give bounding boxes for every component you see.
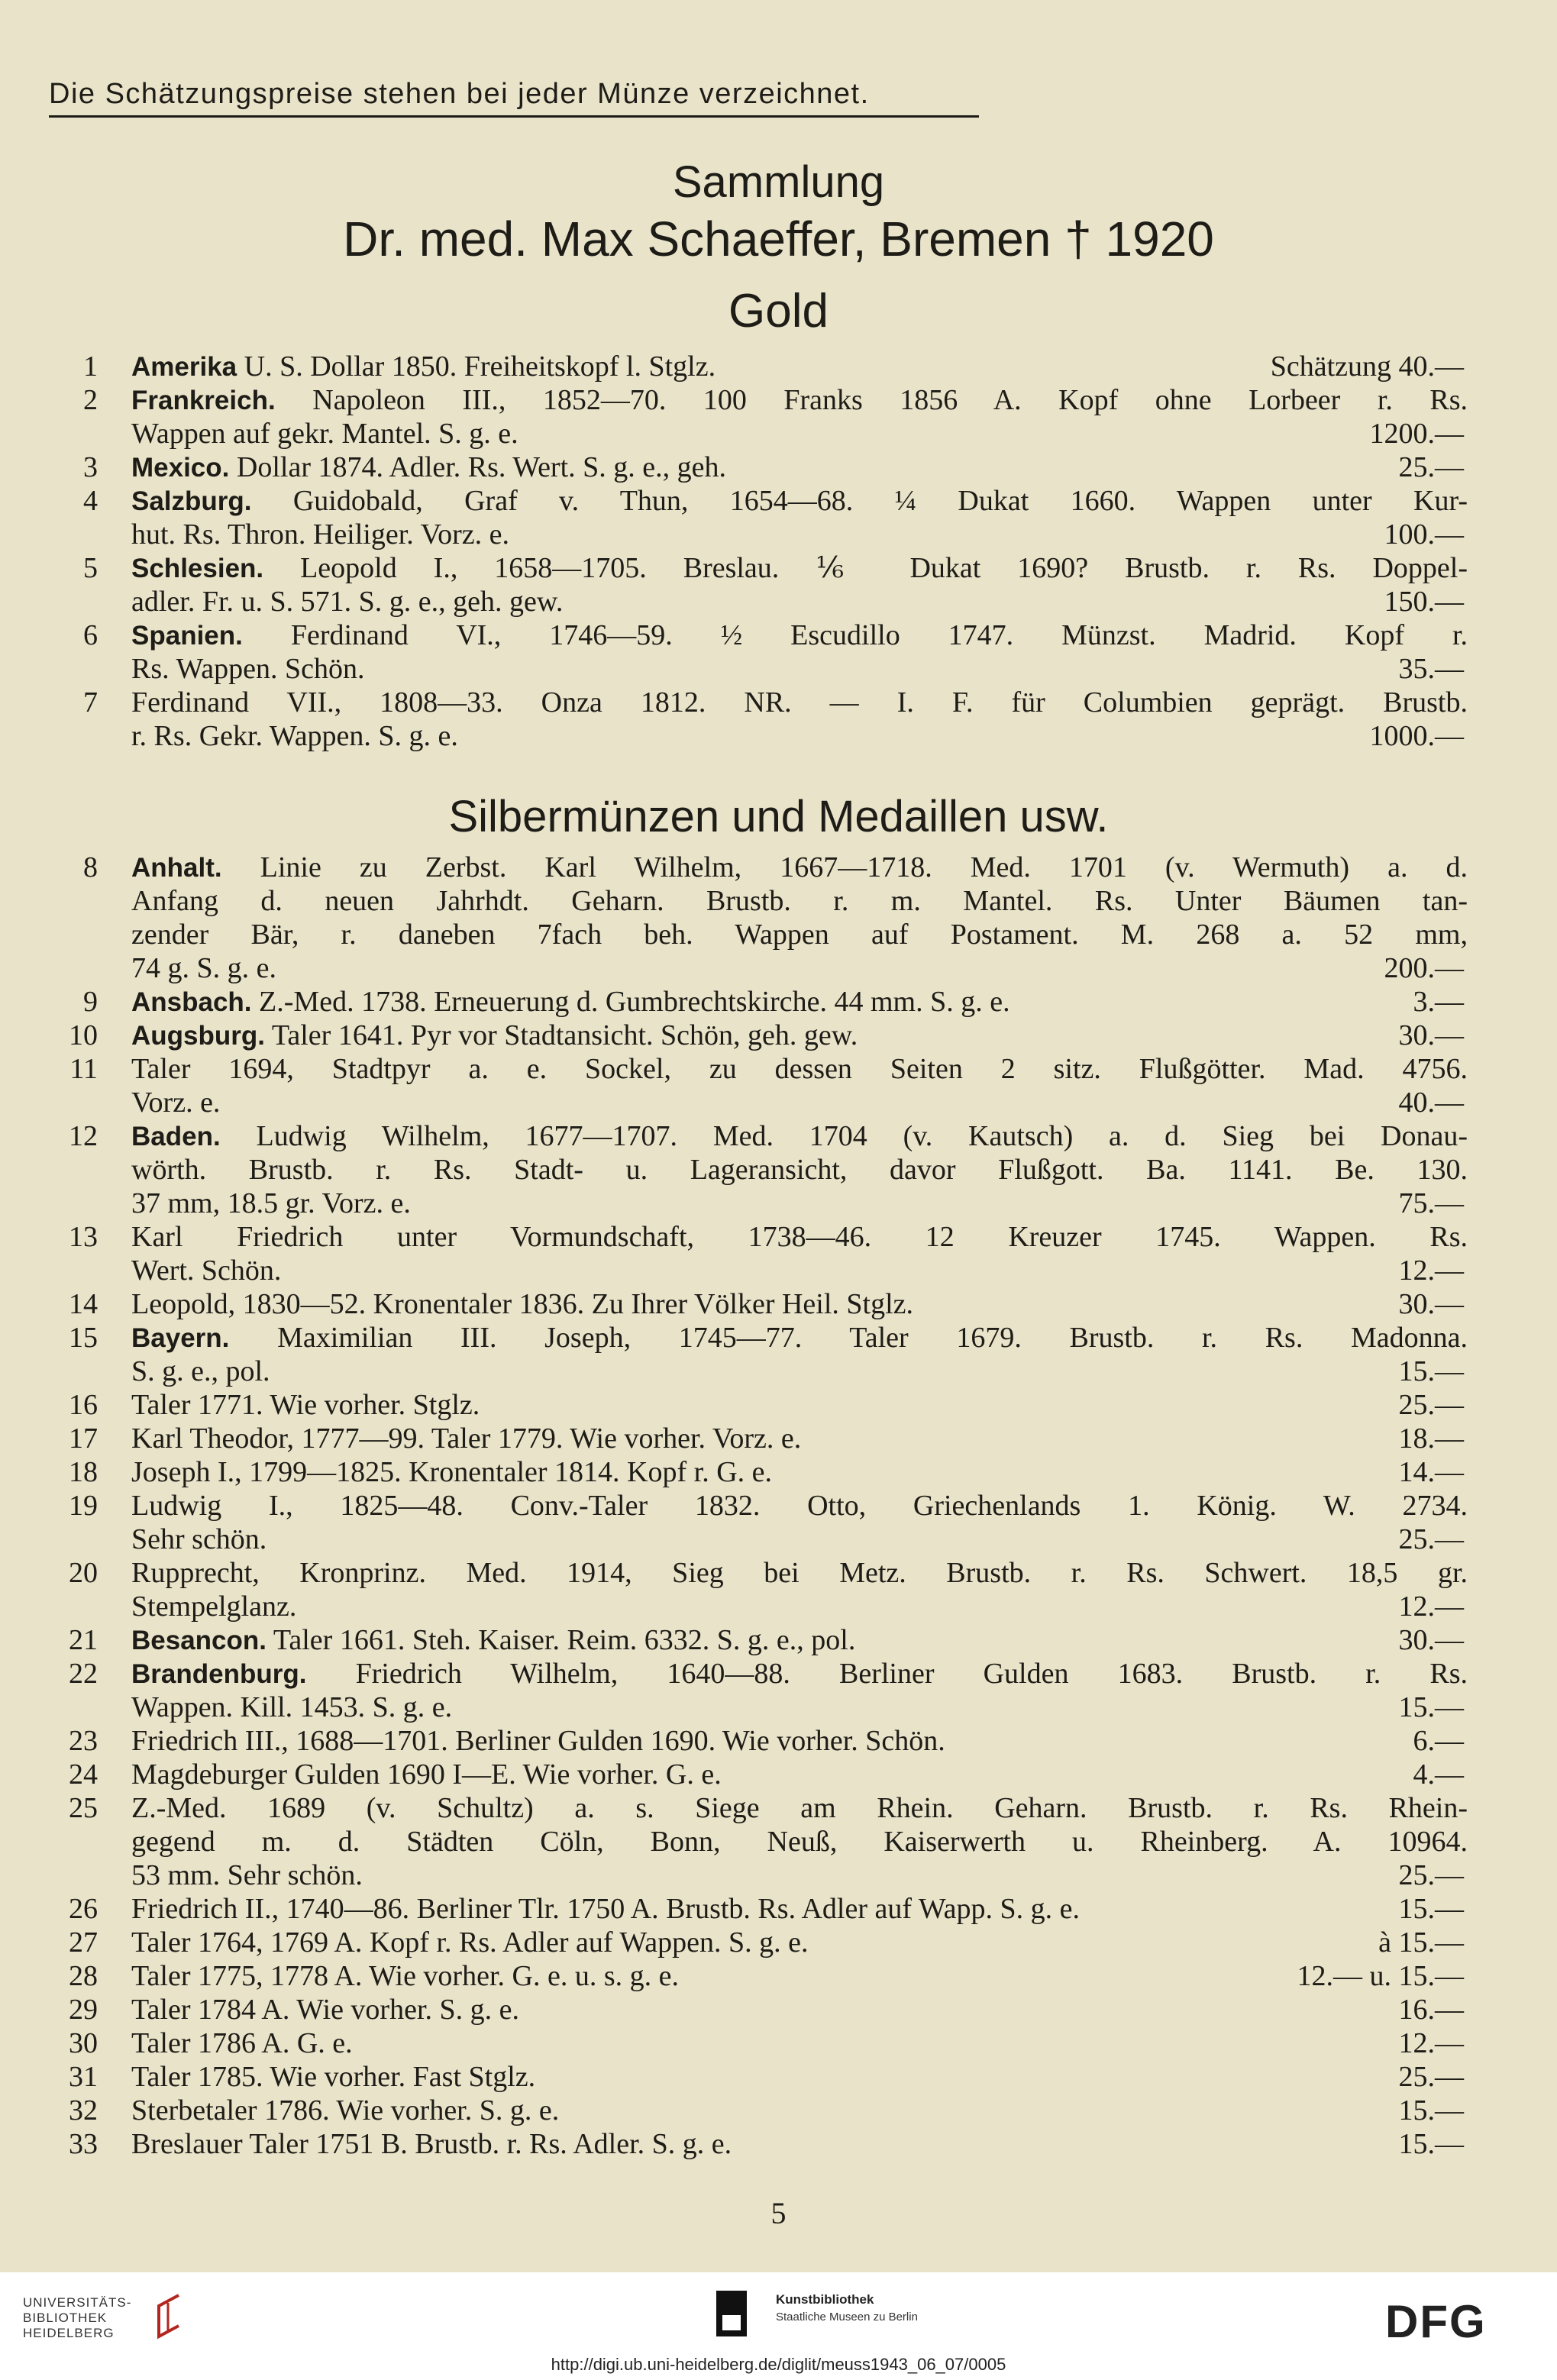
lot-description-line — [131, 551, 1468, 585]
lot-estimate: 100.— — [1384, 518, 1464, 551]
lot-number: 1 — [83, 350, 98, 383]
lot-estimate: 15.— — [1398, 2094, 1464, 2126]
lot-number: 21 — [69, 1624, 98, 1656]
lot-description-line: Ludwig I., 1825—48. Conv.-Taler 1832. Otto, Griechenlands 1. König. W. 2734. — [131, 1490, 1468, 1522]
lot-estimate: 12.— — [1398, 2027, 1464, 2059]
lot-estimate: Schätzung 40.— — [1270, 350, 1464, 383]
lot-description: Dollar 1874. Adler. Rs. Wert. S. g. e., geh. — [236, 451, 727, 483]
lot-description-line: Ferdinand VII., 1808—33. Onza 1812. NR. — I. F. für Columbien geprägt. Brustb. — [131, 686, 1468, 719]
lot-description-line: Sehr schön. — [131, 1523, 267, 1555]
lot-description: Linie zu Zerbst. Karl Wilhelm, 1667—1718. Med. 1701 (v. Wermuth) a. d. — [260, 851, 1468, 883]
lot-description-line: gegend m. d. Städten Cöln, Bonn, Neuß, Kaiserwerth u. Rheinberg. A. 10964. — [131, 1826, 1468, 1858]
lot-place: Ansbach. — [131, 987, 252, 1017]
lot-place: Baden. — [131, 1122, 221, 1151]
lot-description: Napoleon III., 1852—70. 100 Franks 1856 A. Kopf ohne Lorbeer r. Rs. — [312, 384, 1468, 416]
lot-description-line — [131, 618, 1468, 652]
lot-description-line — [131, 985, 1315, 1019]
lot-description-line: Karl Theodor, 1777—99. Taler 1779. Wie vorher. Vorz. e. — [131, 1423, 802, 1455]
lot-number: 11 — [69, 1053, 98, 1085]
lot-description-line: Taler 1771. Wie vorher. Stglz. — [131, 1389, 480, 1421]
lot-description-line — [131, 1119, 1468, 1153]
lot-number: 22 — [69, 1658, 98, 1690]
lot-estimate: 15.— — [1398, 2128, 1464, 2160]
collection-heading: Sammlung — [672, 157, 885, 207]
lot-estimate: 150.— — [1384, 586, 1464, 618]
gold-section-heading: Gold — [728, 285, 829, 337]
university-logo-icon — [145, 2289, 191, 2343]
lot-description-line: adler. Fr. u. S. 571. S. g. e., geh. gew. — [131, 586, 564, 618]
lot-number: 24 — [69, 1758, 98, 1791]
lot-place: Amerika — [131, 352, 237, 382]
lot-description-line — [131, 851, 1468, 884]
lot-description: U. S. Dollar 1850. Freiheitskopf l. Stglz. — [244, 350, 716, 383]
lot-description-line: Breslauer Taler 1751 B. Brustb. r. Rs. Adler. S. g. e. — [131, 2128, 732, 2160]
lot-number: 18 — [69, 1456, 98, 1488]
lot-description-line: Friedrich II., 1740—86. Berliner Tlr. 1750 A. Brustb. Rs. Adler auf Wapp. S. g. e. — [131, 1893, 1081, 1925]
lot-description-line — [131, 350, 1315, 383]
lot-description-line: Karl Friedrich unter Vormundschaft, 1738—46. 12 Kreuzer 1745. Wappen. Rs. — [131, 1221, 1468, 1253]
lot-number: 10 — [69, 1019, 98, 1051]
lot-number: 16 — [69, 1389, 98, 1421]
lot-description-line: Wappen. Kill. 1453. S. g. e. — [131, 1691, 453, 1723]
lot-description-line: Anfang d. neuen Jahrhdt. Geharn. Brustb. r. m. Mantel. Rs. Unter Bäumen tan- — [131, 885, 1468, 917]
lot-place: Schlesien. — [131, 554, 264, 583]
lot-description: Z.-Med. 1738. Erneuerung d. Gumbrechtskirche. 44 mm. S. g. e. — [259, 986, 1010, 1018]
lot-description-line: 74 g. S. g. e. — [131, 952, 276, 984]
lot-description: Taler 1661. Steh. Kaiser. Reim. 6332. S. g. e., pol. — [273, 1624, 856, 1656]
lot-description-line: Taler 1785. Wie vorher. Fast Stglz. — [131, 2061, 536, 2093]
lot-description-line: Magdeburger Gulden 1690 I—E. Wie vorher. G. e. — [131, 1758, 722, 1791]
lot-number: 23 — [69, 1725, 98, 1757]
lot-place: Augsburg. — [131, 1021, 265, 1051]
lot-estimate: 4.— — [1413, 1758, 1464, 1791]
lot-number: 6 — [83, 619, 98, 651]
lot-description-line: Sterbetaler 1786. Wie vorher. S. g. e. — [131, 2094, 560, 2126]
lot-estimate: 16.— — [1398, 1994, 1464, 2026]
lot-number: 13 — [69, 1221, 98, 1253]
lot-place: Salzburg. — [131, 486, 252, 516]
lot-estimate: 30.— — [1398, 1019, 1464, 1051]
digitization-footer — [0, 2272, 1557, 2380]
lot-estimate: 12.— — [1398, 1255, 1464, 1287]
lot-estimate: 75.— — [1398, 1187, 1464, 1219]
lot-place: Mexico. — [131, 453, 230, 483]
lot-estimate: 30.— — [1398, 1288, 1464, 1320]
lot-number: 27 — [69, 1926, 98, 1959]
lot-estimate: 25.— — [1398, 1859, 1464, 1891]
lot-estimate: 3.— — [1413, 986, 1464, 1018]
lot-estimate: 14.— — [1398, 1456, 1464, 1488]
lot-description-line: 37 mm, 18.5 gr. Vorz. e. — [131, 1187, 411, 1219]
lot-number: 3 — [83, 451, 98, 483]
lot-description-line — [131, 1657, 1468, 1691]
lot-estimate: 15.— — [1398, 1691, 1464, 1723]
university-library-label: UNIVERSITÄTS- BIBLIOTHEK HEIDELBERG — [23, 2295, 132, 2340]
lot-description-line: Leopold, 1830—52. Kronentaler 1836. Zu Ihrer Völker Heil. Stglz. — [131, 1288, 914, 1320]
lot-description-line: Rs. Wappen. Schön. — [131, 653, 365, 685]
lot-description-line: Taler 1775, 1778 A. Wie vorher. G. e. u. s. g. e. — [131, 1960, 679, 1992]
lot-number: 7 — [83, 686, 98, 719]
lot-estimate: 6.— — [1413, 1725, 1464, 1757]
lot-estimate: 25.— — [1398, 451, 1464, 483]
lot-description: Leopold I., 1658—1705. Breslau. ⅙ Dukat 1690? Brustb. r. Rs. Doppel- — [300, 552, 1468, 584]
lot-description-line — [131, 1623, 1315, 1657]
lot-number: 30 — [69, 2027, 98, 2059]
lot-description: Ferdinand VI., 1746—59. ½ Escudillo 1747. Münzst. Madrid. Kopf r. — [290, 619, 1468, 651]
lot-description: Guidobald, Graf v. Thun, 1654—68. ¼ Dukat 1660. Wappen unter Kur- — [292, 485, 1468, 517]
lot-description: Taler 1641. Pyr vor Stadtansicht. Schön, geh. gew. — [271, 1019, 858, 1051]
lot-estimate: 35.— — [1398, 653, 1464, 685]
lot-description-line — [131, 383, 1468, 417]
lot-number: 5 — [83, 552, 98, 584]
lot-description-line: Z.-Med. 1689 (v. Schultz) a. s. Siege am Rhein. Geharn. Brustb. r. Rs. Rhein- — [131, 1792, 1468, 1824]
lot-description-line: 53 mm. Sehr schön. — [131, 1859, 363, 1891]
lot-description-line: Rupprecht, Kronprinz. Med. 1914, Sieg bei Metz. Brustb. r. Rs. Schwert. 18,5 gr. — [131, 1557, 1468, 1589]
kunstbibliothek-title: Kunstbibliothek — [776, 2292, 874, 2307]
lot-description-line: Wert. Schön. — [131, 1255, 282, 1287]
lot-description-line: Joseph I., 1799—1825. Kronentaler 1814. Kopf r. G. e. — [131, 1456, 773, 1488]
lot-description-line: Wappen auf gekr. Mantel. S. g. e. — [131, 418, 518, 450]
estimate-notice: Die Schätzungspreise stehen bei jeder Münze verzeichnet. — [49, 78, 979, 118]
lot-description-line — [131, 484, 1468, 518]
lot-estimate: 30.— — [1398, 1624, 1464, 1656]
page-number: 5 — [770, 2196, 787, 2230]
lot-description-line: wörth. Brustb. r. Rs. Stadt- u. Lageransicht, davor Flußgott. Ba. 1141. Be. 130. — [131, 1154, 1468, 1186]
lot-description-line: Taler 1784 A. Wie vorher. S. g. e. — [131, 1994, 520, 2026]
lot-description: Friedrich Wilhelm, 1640—88. Berliner Gulden 1683. Brustb. r. Rs. — [355, 1658, 1468, 1690]
lot-number: 29 — [69, 1994, 98, 2026]
lot-estimate: 15.— — [1398, 1893, 1464, 1925]
lot-estimate: 25.— — [1398, 1523, 1464, 1555]
lot-place: Bayern. — [131, 1323, 230, 1353]
lot-place: Frankreich. — [131, 386, 276, 415]
lot-estimate: 12.— u. 15.— — [1297, 1960, 1464, 1992]
silver-section-heading: Silbermünzen und Medaillen usw. — [448, 792, 1109, 841]
lot-number: 20 — [69, 1557, 98, 1589]
lot-estimate: 1000.— — [1369, 720, 1464, 752]
lot-estimate: 25.— — [1398, 2061, 1464, 2093]
lot-estimate: 12.— — [1398, 1590, 1464, 1623]
lot-description-line: hut. Rs. Thron. Heiliger. Vorz. e. — [131, 518, 510, 551]
lot-place: Spanien. — [131, 621, 243, 651]
lot-number: 17 — [69, 1423, 98, 1455]
lot-number: 26 — [69, 1893, 98, 1925]
lot-number: 12 — [69, 1120, 98, 1152]
lot-estimate: à 15.— — [1378, 1926, 1464, 1959]
lot-description-line: r. Rs. Gekr. Wappen. S. g. e. — [131, 720, 458, 752]
lot-description: Maximilian III. Joseph, 1745—77. Taler 1679. Brustb. r. Rs. Madonna. — [277, 1322, 1468, 1354]
lot-description: Ludwig Wilhelm, 1677—1707. Med. 1704 (v. Kautsch) a. d. Sieg bei Donau- — [256, 1120, 1468, 1152]
kunstbibliothek-logo-icon — [716, 2291, 747, 2336]
lot-number: 32 — [69, 2094, 98, 2126]
lot-description-line: S. g. e., pol. — [131, 1355, 270, 1387]
lot-estimate: 40.— — [1398, 1087, 1464, 1119]
lot-description-line: zender Bär, r. daneben 7fach beh. Wappen auf Postament. M. 268 a. 52 mm, — [131, 919, 1468, 951]
lot-place: Anhalt. — [131, 853, 222, 883]
lot-number: 31 — [69, 2061, 98, 2093]
lot-estimate: 15.— — [1398, 1355, 1464, 1387]
lot-number: 25 — [69, 1792, 98, 1824]
lot-number: 9 — [83, 986, 98, 1018]
lot-estimate: 1200.— — [1369, 418, 1464, 450]
lot-description-line: Taler 1694, Stadtpyr a. e. Sockel, zu dessen Seiten 2 sitz. Flußgötter. Mad. 4756. — [131, 1053, 1468, 1085]
lot-number: 33 — [69, 2128, 98, 2160]
lot-estimate: 18.— — [1398, 1423, 1464, 1455]
lot-number: 28 — [69, 1960, 98, 1992]
lot-number: 15 — [69, 1322, 98, 1354]
lot-place: Besancon. — [131, 1626, 266, 1655]
lot-number: 14 — [69, 1288, 98, 1320]
lot-estimate: 25.— — [1398, 1389, 1464, 1421]
lot-estimate: 200.— — [1384, 952, 1464, 984]
dfg-logo: DFG — [1385, 2296, 1487, 2347]
lot-number: 19 — [69, 1490, 98, 1522]
lot-description-line: Taler 1764, 1769 A. Kopf r. Rs. Adler auf Wappen. S. g. e. — [131, 1926, 809, 1959]
lot-description-line: Stempelglanz. — [131, 1590, 297, 1623]
lot-number: 8 — [83, 851, 98, 883]
lot-description-line — [131, 1321, 1468, 1355]
lot-place: Brandenburg. — [131, 1659, 307, 1689]
lot-number: 2 — [83, 384, 98, 416]
lot-description-line: Friedrich III., 1688—1701. Berliner Gulden 1690. Wie vorher. Schön. — [131, 1725, 945, 1757]
lot-description-line: Taler 1786 A. G. e. — [131, 2027, 353, 2059]
lot-description-line — [131, 450, 1315, 484]
lot-number: 4 — [83, 485, 98, 517]
permalink[interactable]: http://digi.ub.uni-heidelberg.de/diglit/meuss1943_06_07/0005 — [551, 2355, 1006, 2374]
lot-description-line — [131, 1019, 1315, 1052]
collector-heading: Dr. med. Max Schaeffer, Bremen † 1920 — [343, 212, 1214, 266]
kunstbibliothek-subtitle: Staatliche Museen zu Berlin — [776, 2311, 918, 2323]
lot-description-line: Vorz. e. — [131, 1087, 221, 1119]
